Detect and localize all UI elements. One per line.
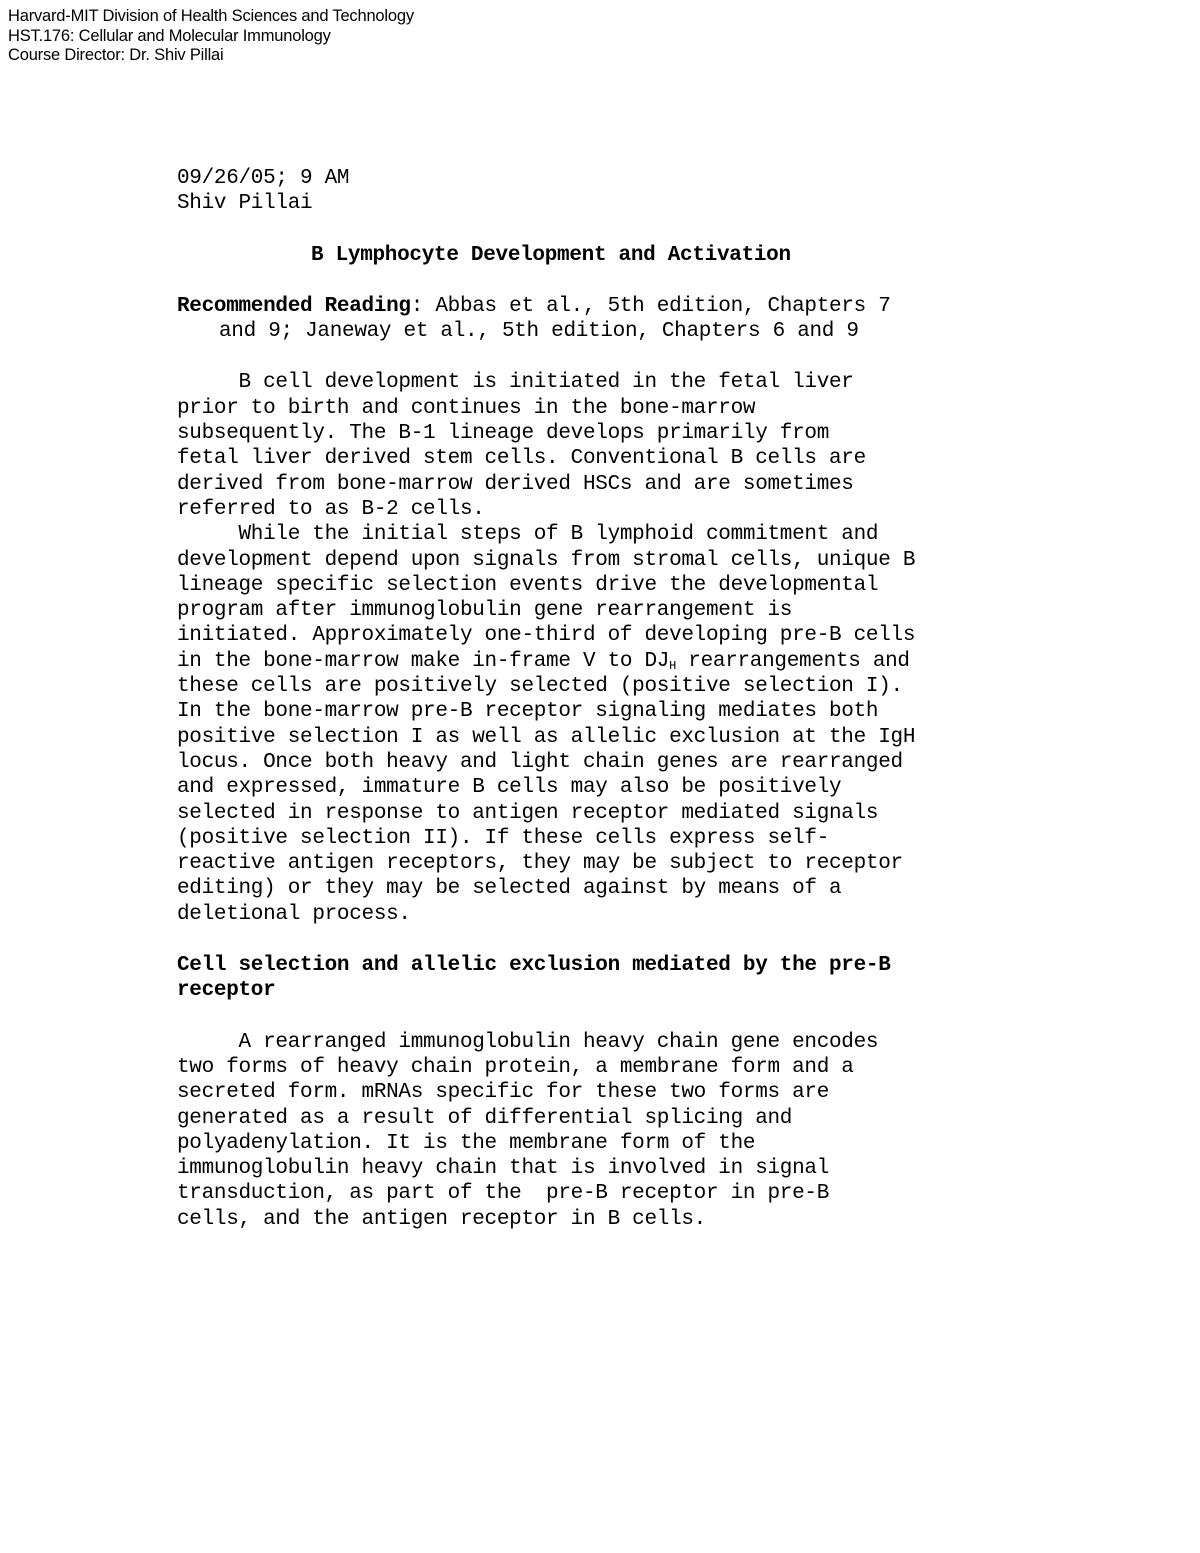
section-heading-line-2: receptor bbox=[177, 979, 276, 1003]
paragraph-line: (positive selection II). If these cells express self- bbox=[177, 826, 830, 850]
paragraph-line: and expressed, immature B cells may also be positively bbox=[177, 776, 842, 800]
header-course: HST.176: Cellular and Molecular Immunology bbox=[8, 26, 331, 45]
lecture-author: Shiv Pillai bbox=[177, 192, 313, 216]
paragraph-line: referred to as B-2 cells. bbox=[177, 497, 485, 521]
reading-line-2: and 9; Janeway et al., 5th edition, Chapters 6 and 9 bbox=[219, 320, 859, 344]
header-director: Course Director: Dr. Shiv Pillai bbox=[8, 46, 224, 64]
document-title: B Lymphocyte Development and Activation bbox=[311, 243, 791, 267]
paragraph-line: these cells are positively selected (positive selection I). bbox=[177, 675, 903, 699]
paragraph-line: immunoglobulin heavy chain that is involved in signal bbox=[177, 1157, 830, 1181]
header-institution: Harvard-MIT Division of Health Sciences and Technology bbox=[8, 7, 414, 25]
paragraph-line: In the bone-marrow pre-B receptor signaling mediates both bbox=[177, 700, 879, 724]
paragraph-3 bbox=[177, 1030, 1057, 1232]
reading-line-1: : Abbas et al., 5th edition, Chapters 7 bbox=[410, 294, 891, 318]
paragraph-line: generated as a result of differential splicing and bbox=[177, 1106, 793, 1130]
paragraph-line: locus. Once both heavy and light chain genes are rearranged bbox=[177, 750, 903, 774]
paragraph-line: program after immunoglobulin gene rearrangement is bbox=[177, 599, 793, 623]
paragraph-line: two forms of heavy chain protein, a membrane form and a bbox=[177, 1055, 854, 1079]
paragraph-2 bbox=[177, 522, 1057, 927]
paragraph-line: selected in response to antigen receptor mediated signals bbox=[177, 801, 879, 825]
paragraph-line: B cell development is initiated in the fetal liver bbox=[177, 371, 854, 395]
paragraph-line: initiated. Approximately one-third of developing pre-B cells bbox=[177, 624, 916, 648]
recommended-reading bbox=[177, 294, 1057, 345]
section-heading-line-1: Cell selection and allelic exclusion mediated by the pre-B bbox=[177, 954, 891, 978]
paragraph-line: lineage specific selection events drive the developmental bbox=[177, 573, 879, 597]
reading-label: Recommended Reading bbox=[177, 294, 411, 318]
page-header bbox=[8, 7, 414, 66]
document-body bbox=[177, 166, 1057, 1232]
section-heading bbox=[177, 953, 1057, 1004]
subscript-line-start: in the bone-marrow make in-frame V to DJ bbox=[177, 649, 670, 673]
paragraph-line: cells, and the antigen receptor in B cells. bbox=[177, 1207, 706, 1231]
paragraph-line: deletional process. bbox=[177, 902, 411, 926]
paragraph-1 bbox=[177, 370, 1057, 522]
paragraph-line: positive selection I as well as allelic exclusion at the IgH bbox=[177, 725, 916, 749]
paragraph-line: secreted form. mRNAs specific for these two forms are bbox=[177, 1081, 830, 1105]
paragraph-line: polyadenylation. It is the membrane form of the bbox=[177, 1131, 756, 1155]
paragraph-line: reactive antigen receptors, they may be subject to receptor bbox=[177, 852, 903, 876]
paragraph-line: prior to birth and continues in the bone-marrow bbox=[177, 396, 756, 420]
lecture-date: 09/26/05; 9 AM bbox=[177, 167, 350, 190]
paragraph-line: editing) or they may be selected against by means of a bbox=[177, 877, 842, 901]
paragraph-line: fetal liver derived stem cells. Conventional B cells are bbox=[177, 447, 866, 471]
paragraph-line: subsequently. The B-1 lineage develops primarily from bbox=[177, 422, 830, 446]
subscript-line-end: rearrangements and bbox=[676, 649, 910, 673]
paragraph-line: A rearranged immunoglobulin heavy chain gene encodes bbox=[177, 1030, 879, 1054]
paragraph-line: While the initial steps of B lymphoid commitment and bbox=[177, 523, 879, 547]
paragraph-line: derived from bone-marrow derived HSCs and are sometimes bbox=[177, 472, 854, 496]
paragraph-line-subscript bbox=[177, 649, 1057, 674]
paragraph-line: transduction, as part of the pre-B receptor in pre-B bbox=[177, 1182, 830, 1206]
subscript-h: H bbox=[669, 658, 676, 673]
paragraph-line: development depend upon signals from stromal cells, unique B bbox=[177, 548, 916, 572]
